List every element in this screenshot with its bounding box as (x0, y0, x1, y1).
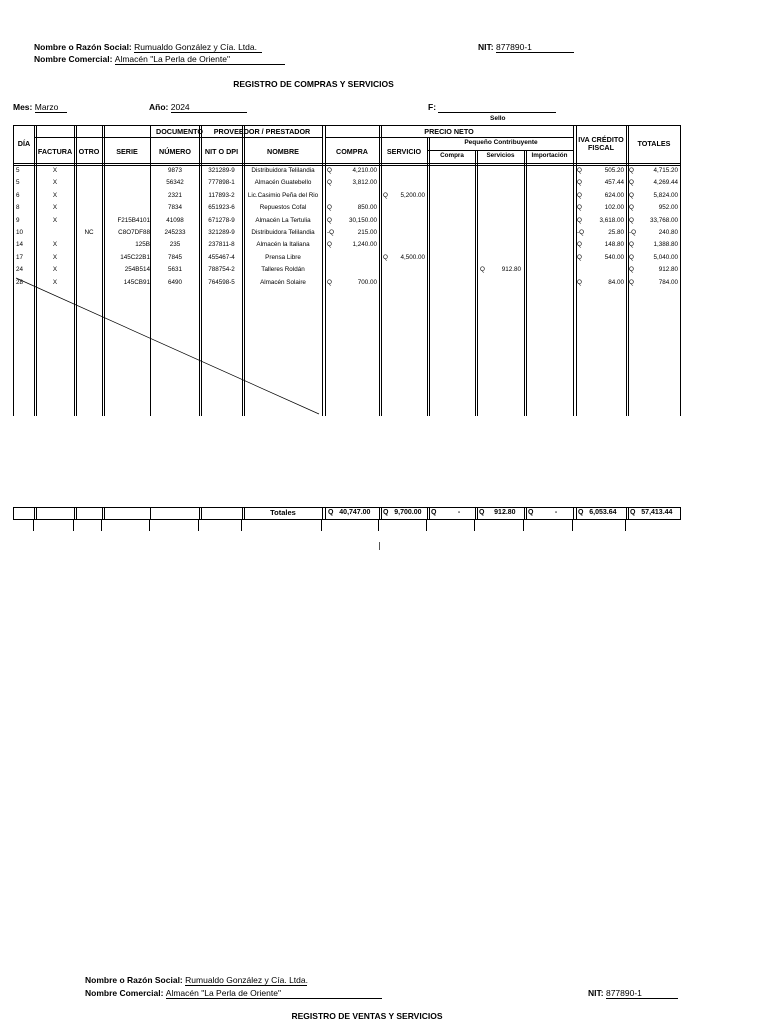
sello-label: Sello (490, 115, 506, 122)
row-3-numero: 2321 (167, 191, 182, 199)
text-cursor-mark (379, 542, 380, 550)
row-7-numero: 235 (169, 241, 181, 249)
anio-value: 2024 (171, 102, 247, 113)
row-8-serie: 145C22B1 (120, 253, 150, 261)
total-general: Q 57,413.44 (630, 509, 673, 516)
mes-label: Mes: (13, 102, 33, 112)
row-10-nit: 764598-5 (208, 278, 235, 286)
row-6-tot-q: -Q (629, 229, 636, 236)
row-7-nombre: Almacén la Italiana (256, 241, 310, 249)
row-5-compra: 30,150.00 (348, 216, 377, 224)
row-7-serie: 125B (135, 241, 150, 249)
col-iva: IVA CRÉDITO FISCAL (578, 135, 624, 152)
col-otro: OTRO (78, 147, 100, 156)
row-5-tot: 33,768.00 (649, 216, 678, 224)
row-9-nit: 788754-2 (208, 266, 235, 274)
row-10-compra-q: Q (327, 278, 332, 286)
bottom-nit-value: 877890-1 (606, 988, 678, 999)
mes-line (13, 102, 67, 113)
total-compra: Q 40,747.00 (328, 509, 371, 516)
row-1-compra: 4,210.00 (352, 167, 377, 174)
row-10-dia: 28 (16, 278, 24, 286)
row-1-iva: 505.20 (604, 167, 624, 174)
row-1-factura: X (52, 167, 58, 174)
row-6-numero: 245233 (164, 229, 186, 236)
row-10-iva: 84.00 (608, 278, 624, 286)
row-8-tot-q: Q (629, 253, 634, 261)
total-servicio: Q 9,700.00 (383, 509, 422, 516)
row-7-tot-q: Q (629, 241, 634, 249)
row-2-tot: 4,269.44 (653, 179, 678, 187)
col-servicio: SERVICIO (386, 147, 422, 156)
bottom-nit-line (588, 988, 678, 999)
col-numero: NÚMERO (159, 147, 191, 156)
row-9-numero: 5631 (167, 266, 182, 274)
cancel-diagonal-line (14, 276, 324, 416)
razon-social-value: Rumualdo González y Cía. Ltda. (134, 42, 262, 53)
col-pc-compra: Compra (440, 152, 464, 159)
row-1-compra-q: Q (327, 167, 332, 174)
row-3-dia: 6 (16, 191, 20, 199)
row-3-factura: X (52, 191, 58, 199)
row-7-tot: 1,388.80 (653, 241, 678, 249)
row-10-compra: 700.00 (357, 278, 377, 286)
row-9-nombre: Talleres Roldán (261, 266, 305, 274)
row-4-tot-q: Q (629, 204, 634, 212)
bottom-nombre-comercial-line (85, 988, 382, 999)
row-3-nit: 117893-2 (208, 191, 235, 199)
row-10-nombre: Almacén Solaire (260, 278, 306, 286)
row-8-factura: X (52, 253, 58, 261)
row-6-compra: 215.00 (357, 229, 377, 236)
row-1-dia: 5 (16, 167, 20, 174)
row-4-iva-q: Q (577, 204, 582, 212)
total-importacion: Q - (528, 509, 558, 516)
row-6-dia: 10 (16, 229, 24, 236)
row-3-iva: 624.00 (604, 191, 624, 199)
row-5-dia: 9 (16, 216, 20, 224)
row-3-servicio: 5,200.00 (400, 191, 425, 199)
row-7-dia: 14 (16, 241, 24, 249)
row-10-tot: 784.00 (658, 278, 678, 286)
mes-value: Marzo (35, 102, 67, 113)
row-3-tot: 5,824.00 (653, 191, 678, 199)
bottom-razon-social-line (85, 975, 307, 986)
nombre-comercial-value: Almacén "La Perla de Oriente" (115, 54, 285, 65)
row-10-factura: X (52, 278, 58, 286)
row-4-compra: 850.00 (357, 204, 377, 212)
row-5-iva-q: Q (577, 216, 582, 224)
col-factura: FACTURA (37, 147, 73, 156)
row-1-nit: 321289-9 (208, 167, 235, 174)
row-2-numero: 56342 (166, 179, 184, 187)
col-nombre: NOMBRE (267, 147, 299, 156)
col-importacion: Importación (531, 152, 568, 159)
bottom-nit-label: NIT: (588, 988, 604, 998)
col-nit-dpi: NIT O DPI (204, 147, 239, 156)
row-6-iva-q: -Q (577, 229, 584, 236)
total-pc-servicios: Q 912.80 (479, 509, 516, 516)
row-6-nombre: Distribuidora Telilandia (251, 229, 315, 236)
row-6-compra-q: -Q (327, 229, 334, 236)
row-1-tot-q: Q (629, 167, 634, 174)
col-pequeno-contribuyente: Pequeño Contribuyente (464, 139, 538, 146)
row-4-nit: 651923-6 (208, 204, 235, 212)
row-4-factura: X (52, 204, 58, 212)
totals-subrow (13, 519, 679, 531)
row-7-iva-q: Q (577, 241, 582, 249)
row-4-iva: 102.00 (604, 204, 624, 212)
row-6-nit: 321289-9 (208, 229, 235, 236)
nit-label: NIT: (478, 42, 494, 52)
razon-social-line (34, 42, 262, 53)
col-pc-servicios: Servicios (486, 152, 515, 159)
total-iva: Q 6,053.64 (578, 509, 617, 516)
row-7-iva: 148.80 (604, 241, 624, 249)
nit-line (478, 42, 574, 53)
bottom-nombre-comercial-value: Almacén "La Perla de Oriente" (166, 988, 382, 999)
row-8-nit: 455467-4 (208, 253, 235, 261)
row-1-nombre: Distribuidora Telilandia (251, 167, 315, 174)
anio-label: Año: (149, 102, 169, 112)
row-3-servicio-q: Q (383, 191, 388, 199)
row-8-nombre: Prensa Libre (265, 253, 301, 261)
row-10-tot-q: Q (629, 278, 634, 286)
row-7-factura: X (52, 241, 58, 249)
row-2-compra-q: Q (327, 179, 332, 187)
row-8-servicio-q: Q (383, 253, 388, 261)
row-2-dia: 5 (16, 179, 20, 187)
row-9-pcs: 912.80 (501, 266, 521, 274)
bottom-razon-social-value: Rumualdo González y Cía. Ltda. (185, 975, 308, 985)
row-4-dia: 8 (16, 204, 20, 212)
col-documento: DOCUMENTO (156, 127, 203, 136)
row-5-serie: F215B4101 (117, 216, 150, 224)
row-1-numero: 9873 (167, 167, 182, 174)
anio-line (149, 102, 247, 113)
row-8-dia: 17 (16, 253, 24, 261)
page-title: REGISTRO DE COMPRAS Y SERVICIOS (233, 79, 394, 89)
row-2-factura: X (52, 179, 58, 187)
row-9-factura: X (52, 266, 58, 274)
row-10-numero: 6490 (167, 278, 182, 286)
row-5-numero: 41098 (166, 216, 184, 224)
bottom-page-title: REGISTRO DE VENTAS Y SERVICIOS (291, 1011, 443, 1021)
row-9-dia: 24 (16, 266, 24, 274)
row-3-iva-q: Q (577, 191, 582, 199)
row-5-nombre: Almacén La Tertulia (255, 216, 311, 224)
row-9-tot: 912.80 (658, 266, 678, 274)
row-4-tot: 952.00 (658, 204, 678, 212)
row-6-serie: C8O7DF88 (118, 229, 150, 236)
row-2-nombre: Almacén Guatebello (254, 179, 312, 187)
row-5-nit: 671278-9 (208, 216, 235, 224)
firma-label: F: (428, 102, 437, 112)
row-8-iva-q: Q (577, 253, 582, 261)
row-5-factura: X (52, 216, 58, 224)
row-2-compra: 3,812.00 (352, 179, 377, 187)
row-1-tot: 4,715.20 (653, 167, 678, 174)
firma-blank (438, 102, 556, 113)
totals-label: Totales (270, 508, 296, 517)
row-7-compra-q: Q (327, 241, 332, 249)
row-8-tot: 5,040.00 (653, 253, 678, 261)
bottom-nombre-comercial-label: Nombre Comercial: (85, 988, 164, 998)
row-4-nombre: Repuestos Cofal (259, 204, 307, 212)
row-7-compra: 1,240.00 (352, 241, 377, 249)
row-8-servicio: 4,500.00 (400, 253, 425, 261)
col-totales: TOTALES (637, 139, 671, 148)
row-2-nit: 777898-1 (208, 179, 235, 187)
col-precio-neto: PRECIO NETO (424, 127, 474, 136)
row-2-iva: 457.44 (604, 179, 624, 187)
row-6-iva: 25.80 (608, 229, 624, 236)
row-3-tot-q: Q (629, 191, 634, 199)
row-9-pcs-q: Q (480, 266, 485, 274)
row-10-iva-q: Q (577, 278, 582, 286)
col-compra: COMPRA (336, 147, 368, 156)
row-9-serie: 254B514 (124, 266, 150, 274)
row-4-numero: 7834 (167, 204, 182, 212)
col-dia: DÍA (17, 139, 31, 148)
firma-line (428, 102, 556, 113)
col-serie: SERIE (116, 147, 138, 156)
row-5-iva: 3,618.00 (599, 216, 624, 224)
row-5-tot-q: Q (629, 216, 634, 224)
row-10-serie: 145CB91 (123, 278, 150, 286)
row-1-iva-q: Q (577, 167, 582, 174)
row-6-tot: 240.80 (658, 229, 678, 236)
nit-value: 877890-1 (496, 42, 574, 53)
row-3-nombre: Lic.Casimio Peña del Rio (247, 191, 319, 199)
row-6-otro: NC (84, 229, 94, 236)
row-5-compra-q: Q (327, 216, 332, 224)
row-4-compra-q: Q (327, 204, 332, 212)
razon-social-label: Nombre o Razón Social: (34, 42, 132, 52)
compras-table (13, 125, 681, 416)
row-8-iva: 540.00 (604, 253, 624, 261)
row-7-nit: 237811-8 (208, 241, 235, 249)
row-9-tot-q: Q (629, 266, 634, 274)
nombre-comercial-label: Nombre Comercial: (34, 54, 113, 64)
row-2-iva-q: Q (577, 179, 582, 187)
bottom-razon-social-label: Nombre o Razón Social: (85, 975, 183, 985)
col-proveedor: PROVEEDOR / PRESTADOR (213, 127, 311, 136)
nombre-comercial-line (34, 54, 285, 65)
total-pc-compra: Q - (431, 509, 461, 516)
row-8-numero: 7845 (167, 253, 182, 261)
row-2-tot-q: Q (629, 179, 634, 187)
